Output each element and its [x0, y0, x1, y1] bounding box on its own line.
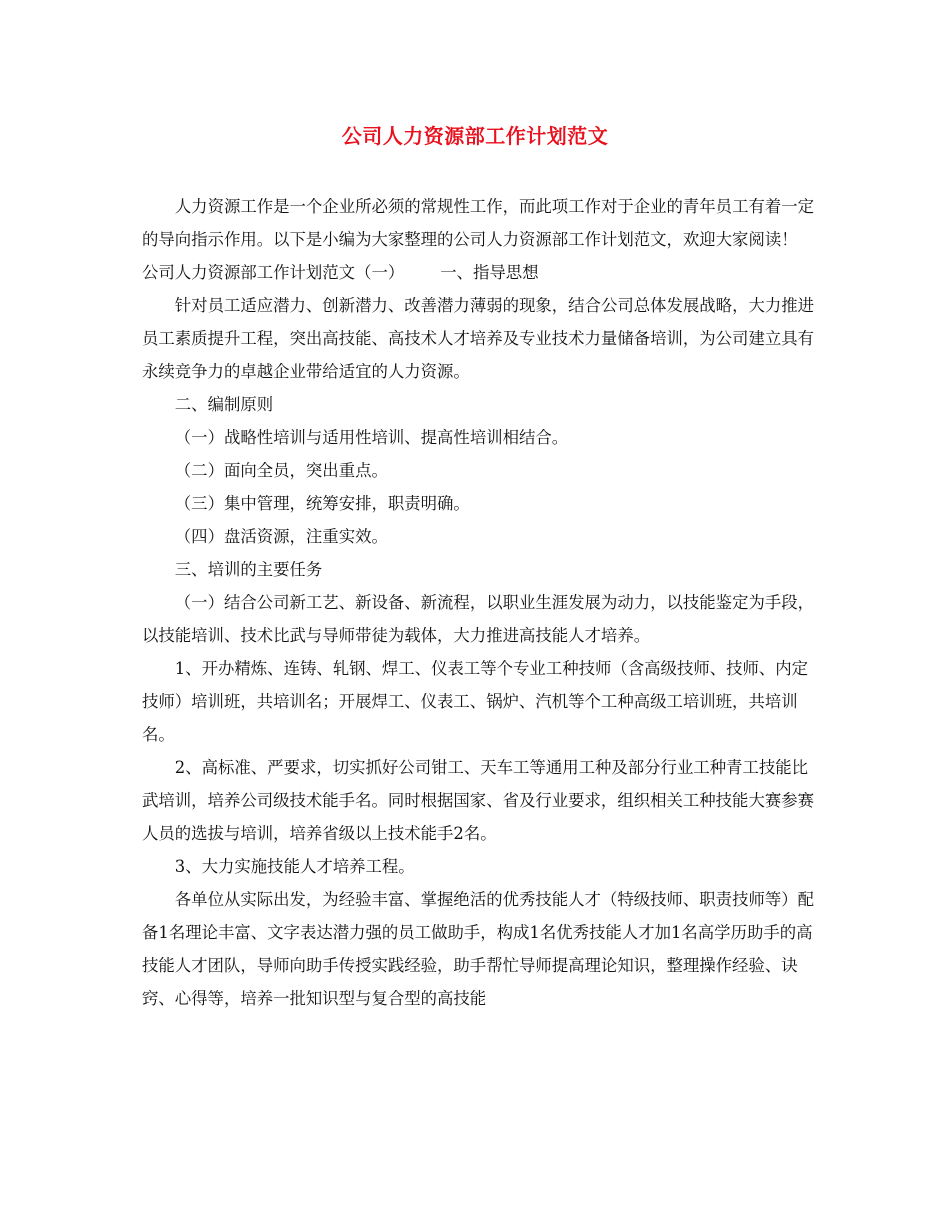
section-heading-title: 公司人力资源部工作计划范文（一）	[142, 263, 405, 282]
numbered-item-2: 2、高标准、严要求，切实抓好公司钳工、天车工等通用工种及部分行业工种青工技能比武培训，培养公司级技术能手名。同时根据国家、省及行业要求，组织相关工种技能大赛参赛人员的选拔与培训，培养省级以上技术能手2名。	[142, 758, 815, 843]
principle-item-2: （二）面向全员，突出重点。	[174, 461, 388, 480]
principle-item-4: （四）盘活资源，注重实效。	[174, 527, 388, 546]
document-body	[142, 190, 822, 1015]
mentor-paragraph: 各单位从实际出发，为经验丰富、掌握绝活的优秀技能人才（特级技师、职责技师等）配备1名理论丰富、文字表达潜力强的员工做助手，构成1名优秀技能人才加1名高学历助手的高技能人才团队，导师向助手传授实践经验，助手帮忙导师提高理论知识，整理操作经验、诀窍、心得等，培养一批知识型与复合型的高技能	[142, 890, 815, 1008]
guiding-ideology-heading: 一、指导思想	[440, 263, 539, 282]
document-title: 公司人力资源部工作计划范文	[341, 124, 609, 148]
task-item-1: （一）结合公司新工艺、新设备、新流程，以职业生涯发展为动力，以技能鉴定为手段，以技能培训、技术比武与导师带徒为载体，大力推进高技能人才培养。	[142, 593, 815, 645]
tasks-heading: 三、培训的主要任务	[174, 560, 323, 579]
numbered-item-1: 1、开办精炼、连铸、轧钢、焊工、仪表工等个专业工种技师（含高级技师、技师、内定技师）培训班，共培训名；开展焊工、仪表工、锅炉、汽机等个工种高级工培训班，共培训名。	[142, 659, 809, 744]
principle-item-3: （三）集中管理，统筹安排，职责明确。	[174, 494, 470, 513]
principles-heading: 二、编制原则	[174, 395, 274, 414]
principle-item-1: （一）战略性培训与适用性培训、提高性培训相结合。	[174, 428, 569, 447]
intro-paragraph: 人力资源工作是一个企业所必须的常规性工作，而此项工作对于企业的青年员工有着一定的导向指示作用。以下是小编为大家整理的公司人力资源部工作计划范文，欢迎大家阅读！	[142, 197, 815, 249]
numbered-item-3: 3、大力实施技能人才培养工程。	[174, 857, 415, 876]
guiding-ideology-paragraph: 针对员工适应潜力、创新潜力、改善潜力薄弱的现象，结合公司总体发展战略，大力推进员工素质提升工程，突出高技能、高技术人才培养及专业技术力量储备培训，为公司建立具有永续竞争力的卓越企业带给适宜的人力资源。	[142, 296, 815, 381]
section-heading-line	[142, 256, 822, 289]
